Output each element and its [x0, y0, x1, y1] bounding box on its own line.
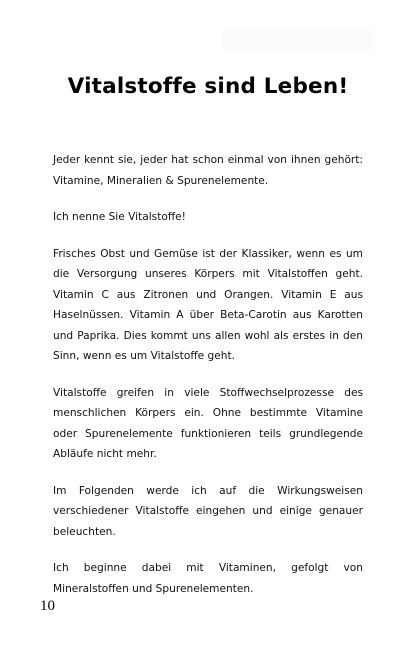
body-text: [53, 150, 363, 615]
paragraph-vitalstoffe-name: Ich nenne Sie Vitalstoffe!: [53, 211, 186, 223]
header-smudge: [222, 30, 374, 50]
paragraph-wirkungsweisen: Im Folgenden werde ich auf die Wirkungsweisen verschiedener Vitalstoffe eingehen und einige genauer beleuchten.: [53, 484, 363, 538]
page-number: 10: [40, 598, 55, 614]
paragraph-beginn: Ich beginne dabei mit Vitaminen, gefolgt von Mineralstoffen und Spurenelementen.: [53, 562, 363, 595]
paragraph-stoffwechsel: Vitalstoffe greifen in viele Stoffwechselprozesse des menschlichen Körpers ein. Ohne bestimmte Vitamine oder Spurenelemente funktionieren teils grundlegende Abläufe nicht mehr.: [53, 386, 363, 460]
paragraph-obst-gemuese: Frisches Obst und Gemüse ist der Klassiker, wenn es um die Versorgung unseres Körpers mit Vitalstoffen geht. Vitamin C aus Zitronen und Orangen. Vitamin E aus Haselnüssen. Vitamin A über Beta-Carotin aus Karotten und Paprika. Dies kommt uns allen wohl als erstes in den Sinn, wenn es um Vitalstoffe geht.: [53, 247, 363, 362]
paragraph-intro: Jeder kennt sie, jeder hat schon einmal von ihnen gehört: Vitamine, Mineralien & Spurenelemente.: [53, 154, 363, 187]
page-title: Vitalstoffe sind Leben!: [67, 74, 349, 99]
